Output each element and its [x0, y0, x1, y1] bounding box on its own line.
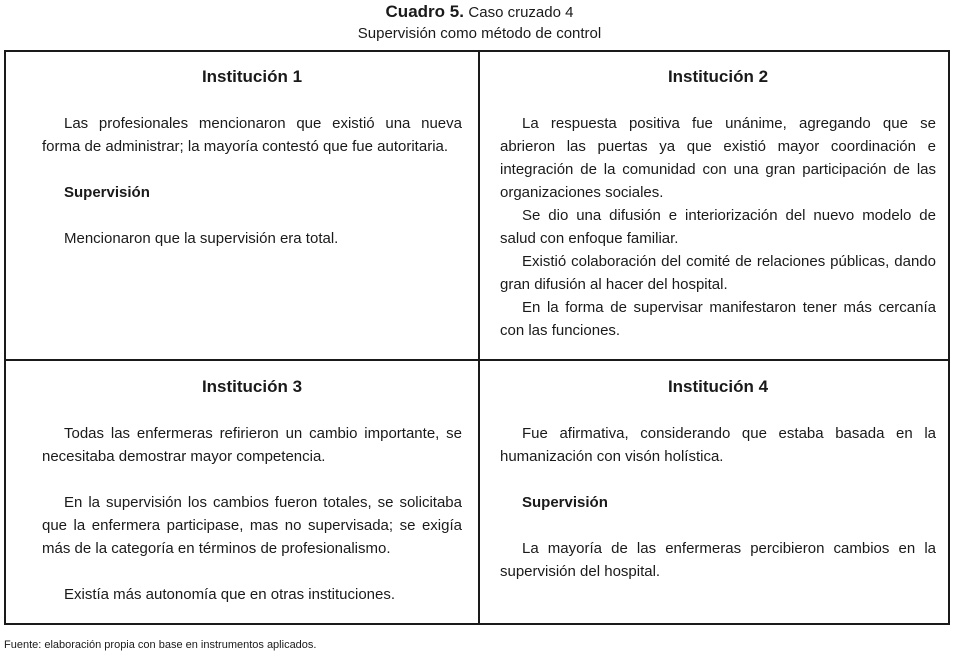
caption-title: Caso cruzado 4	[468, 4, 574, 21]
cell-paragraph: Las profesionales mencionaron que existió una nueva forma de administrar; la mayoría contestó que fue autoritaria.	[42, 115, 462, 155]
source-note: Fuente: elaboración propia con base en instrumentos aplicados.	[4, 639, 317, 651]
table-caption	[0, 2, 959, 23]
cell-paragraph: La mayoría de las enfermeras percibieron cambios en la supervisión del hospital.	[500, 540, 936, 580]
cell-paragraph: Fue afirmativa, considerando que estaba basada en la humanización con visón holística.	[500, 425, 936, 465]
comparison-table	[4, 50, 950, 625]
cell-paragraph: En la forma de supervisar manifestaron tener más cercanía con las funciones.	[500, 299, 936, 339]
cell-paragraph: Mencionaron que la supervisión era total.	[64, 230, 339, 247]
caption-number: Cuadro 5.	[385, 2, 464, 21]
cell-heading: Institución 4	[667, 377, 769, 396]
cell-paragraph: Todas las enfermeras refirieron un cambio importante, se necesitaba demostrar mayor competencia.	[42, 425, 462, 465]
cell-paragraph: Existió colaboración del comité de relaciones públicas, dando gran difusión al hacer del hospital.	[500, 253, 936, 293]
caption-subtitle: Supervisión como método de control	[357, 25, 602, 42]
cell-paragraph: La respuesta positiva fue unánime, agregando que se abrieron las puertas ya que existió mayor coordinación e integración de la comunidad con una gran participación de las organizaciones sociales.	[500, 115, 936, 201]
cell-heading: Institución 2	[667, 67, 769, 86]
cell-paragraph: En la supervisión los cambios fueron totales, se solicitaba que la enfermera participase, mas no supervisada; se exigía más de la categoría en términos de profesionalismo.	[42, 494, 462, 557]
horizontal-divider	[6, 359, 948, 361]
vertical-divider	[478, 52, 480, 623]
cell-institucion-3	[42, 376, 462, 606]
cell-heading: Institución 1	[201, 67, 303, 86]
cell-institucion-1	[42, 66, 462, 250]
cell-subheading: Supervisión	[64, 184, 150, 201]
cell-institucion-4	[500, 376, 936, 583]
cell-institucion-2	[500, 66, 936, 342]
cell-heading: Institución 3	[201, 377, 303, 396]
cell-paragraph: Se dio una difusión e interiorización del nuevo modelo de salud con enfoque familiar.	[500, 207, 936, 247]
cell-paragraph: Existía más autonomía que en otras instituciones.	[64, 586, 396, 603]
cell-subheading: Supervisión	[522, 494, 608, 511]
